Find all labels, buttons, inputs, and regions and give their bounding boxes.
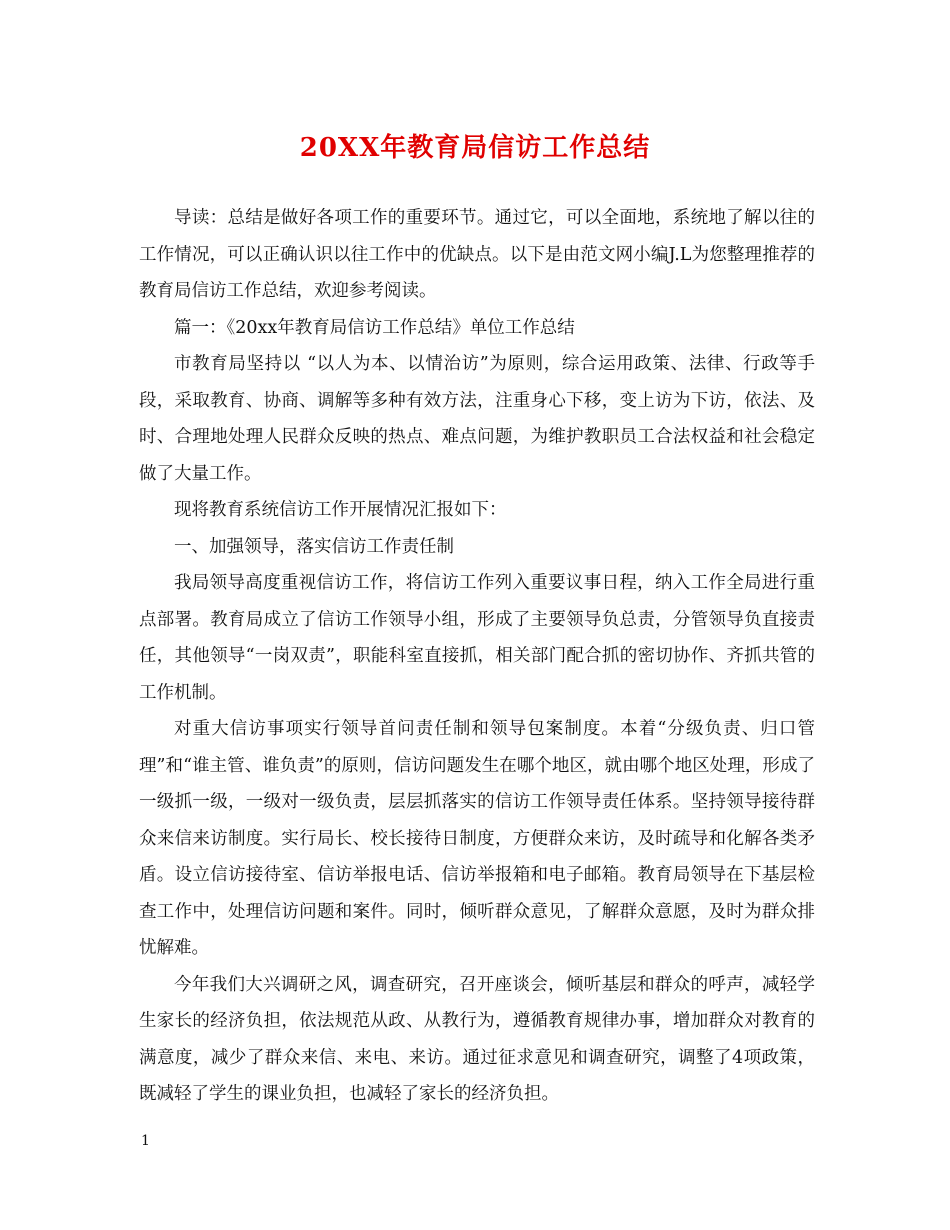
document-title: 20XX年教育局信访工作总结 [299, 133, 651, 163]
section-heading-part-one: 篇一：《20xx年教育局信访工作总结》单位工作总结 [174, 317, 575, 338]
body-paragraph: 现将教育系统信访工作开展情况汇报如下： [174, 500, 507, 520]
body-paragraph: 市教育局坚持以 “以人为本、以情治访”为原则，综合运用政策、法律、行政等手段，采取教育、协商、调解等多种有效方法，注重身心下移，变上访为下访，依法、及时、合理地处理人民群众反映的热点、难点问题，为维护教职员工合法权益和社会稳定做了大量工作。 [139, 354, 815, 484]
body-paragraph: 我局领导高度重视信访工作，将信访工作列入重要议事日程，纳入工作全局进行重点部署。教育局成立了信访工作领导小组，形成了主要领导负总责，分管领导负直接责任，其他领导“一岗双责”，职能科室直接抓，相关部门配合抓的密切协作、齐抓共管的工作机制。 [139, 573, 815, 703]
body-paragraph: 今年我们大兴调研之风，调查研究，召开座谈会，倾听基层和群众的呼声，减轻学生家长的经济负担，依法规范从政、从教行为，遵循教育规律办事，增加群众对教育的满意度，减少了群众来信、来电、来访。通过征求意见和调查研究，调整了4项政策，既减轻了学生的课业负担，也减轻了家长的经济负担。 [139, 974, 815, 1104]
intro-paragraph: 导读：总结是做好各项工作的重要环节。通过它，可以全面地，系统地了解以往的工作情况，可以正确认识以往工作中的优缺点。以下是由范文网小编J.L为您整理推荐的教育局信访工作总结，欢迎参考阅读。 [139, 208, 815, 301]
body-paragraph: 对重大信访事项实行领导首问责任制和领导包案制度。本着“分级负责、归口管理”和“谁主管、谁负责”的原则，信访问题发生在哪个地区，就由哪个地区处理，形成了一级抓一级，一级对一级负责，层层抓落实的信访工作领导责任体系。坚持领导接待群众来信来访制度。实行局长、校长接待日制度，方便群众来访，及时疏导和化解各类矛盾。设立信访接待室、信访举报电话、信访举报箱和电子邮箱。教育局领导在下基层检查工作中，处理信访问题和案件。同时，倾听群众意见，了解群众意愿，及时为群众排忧解难。 [139, 719, 815, 958]
page-number: 1 [141, 1133, 150, 1149]
document-body [139, 200, 815, 1113]
section-heading: 一、加强领导，落实信访工作责任制 [174, 536, 454, 557]
